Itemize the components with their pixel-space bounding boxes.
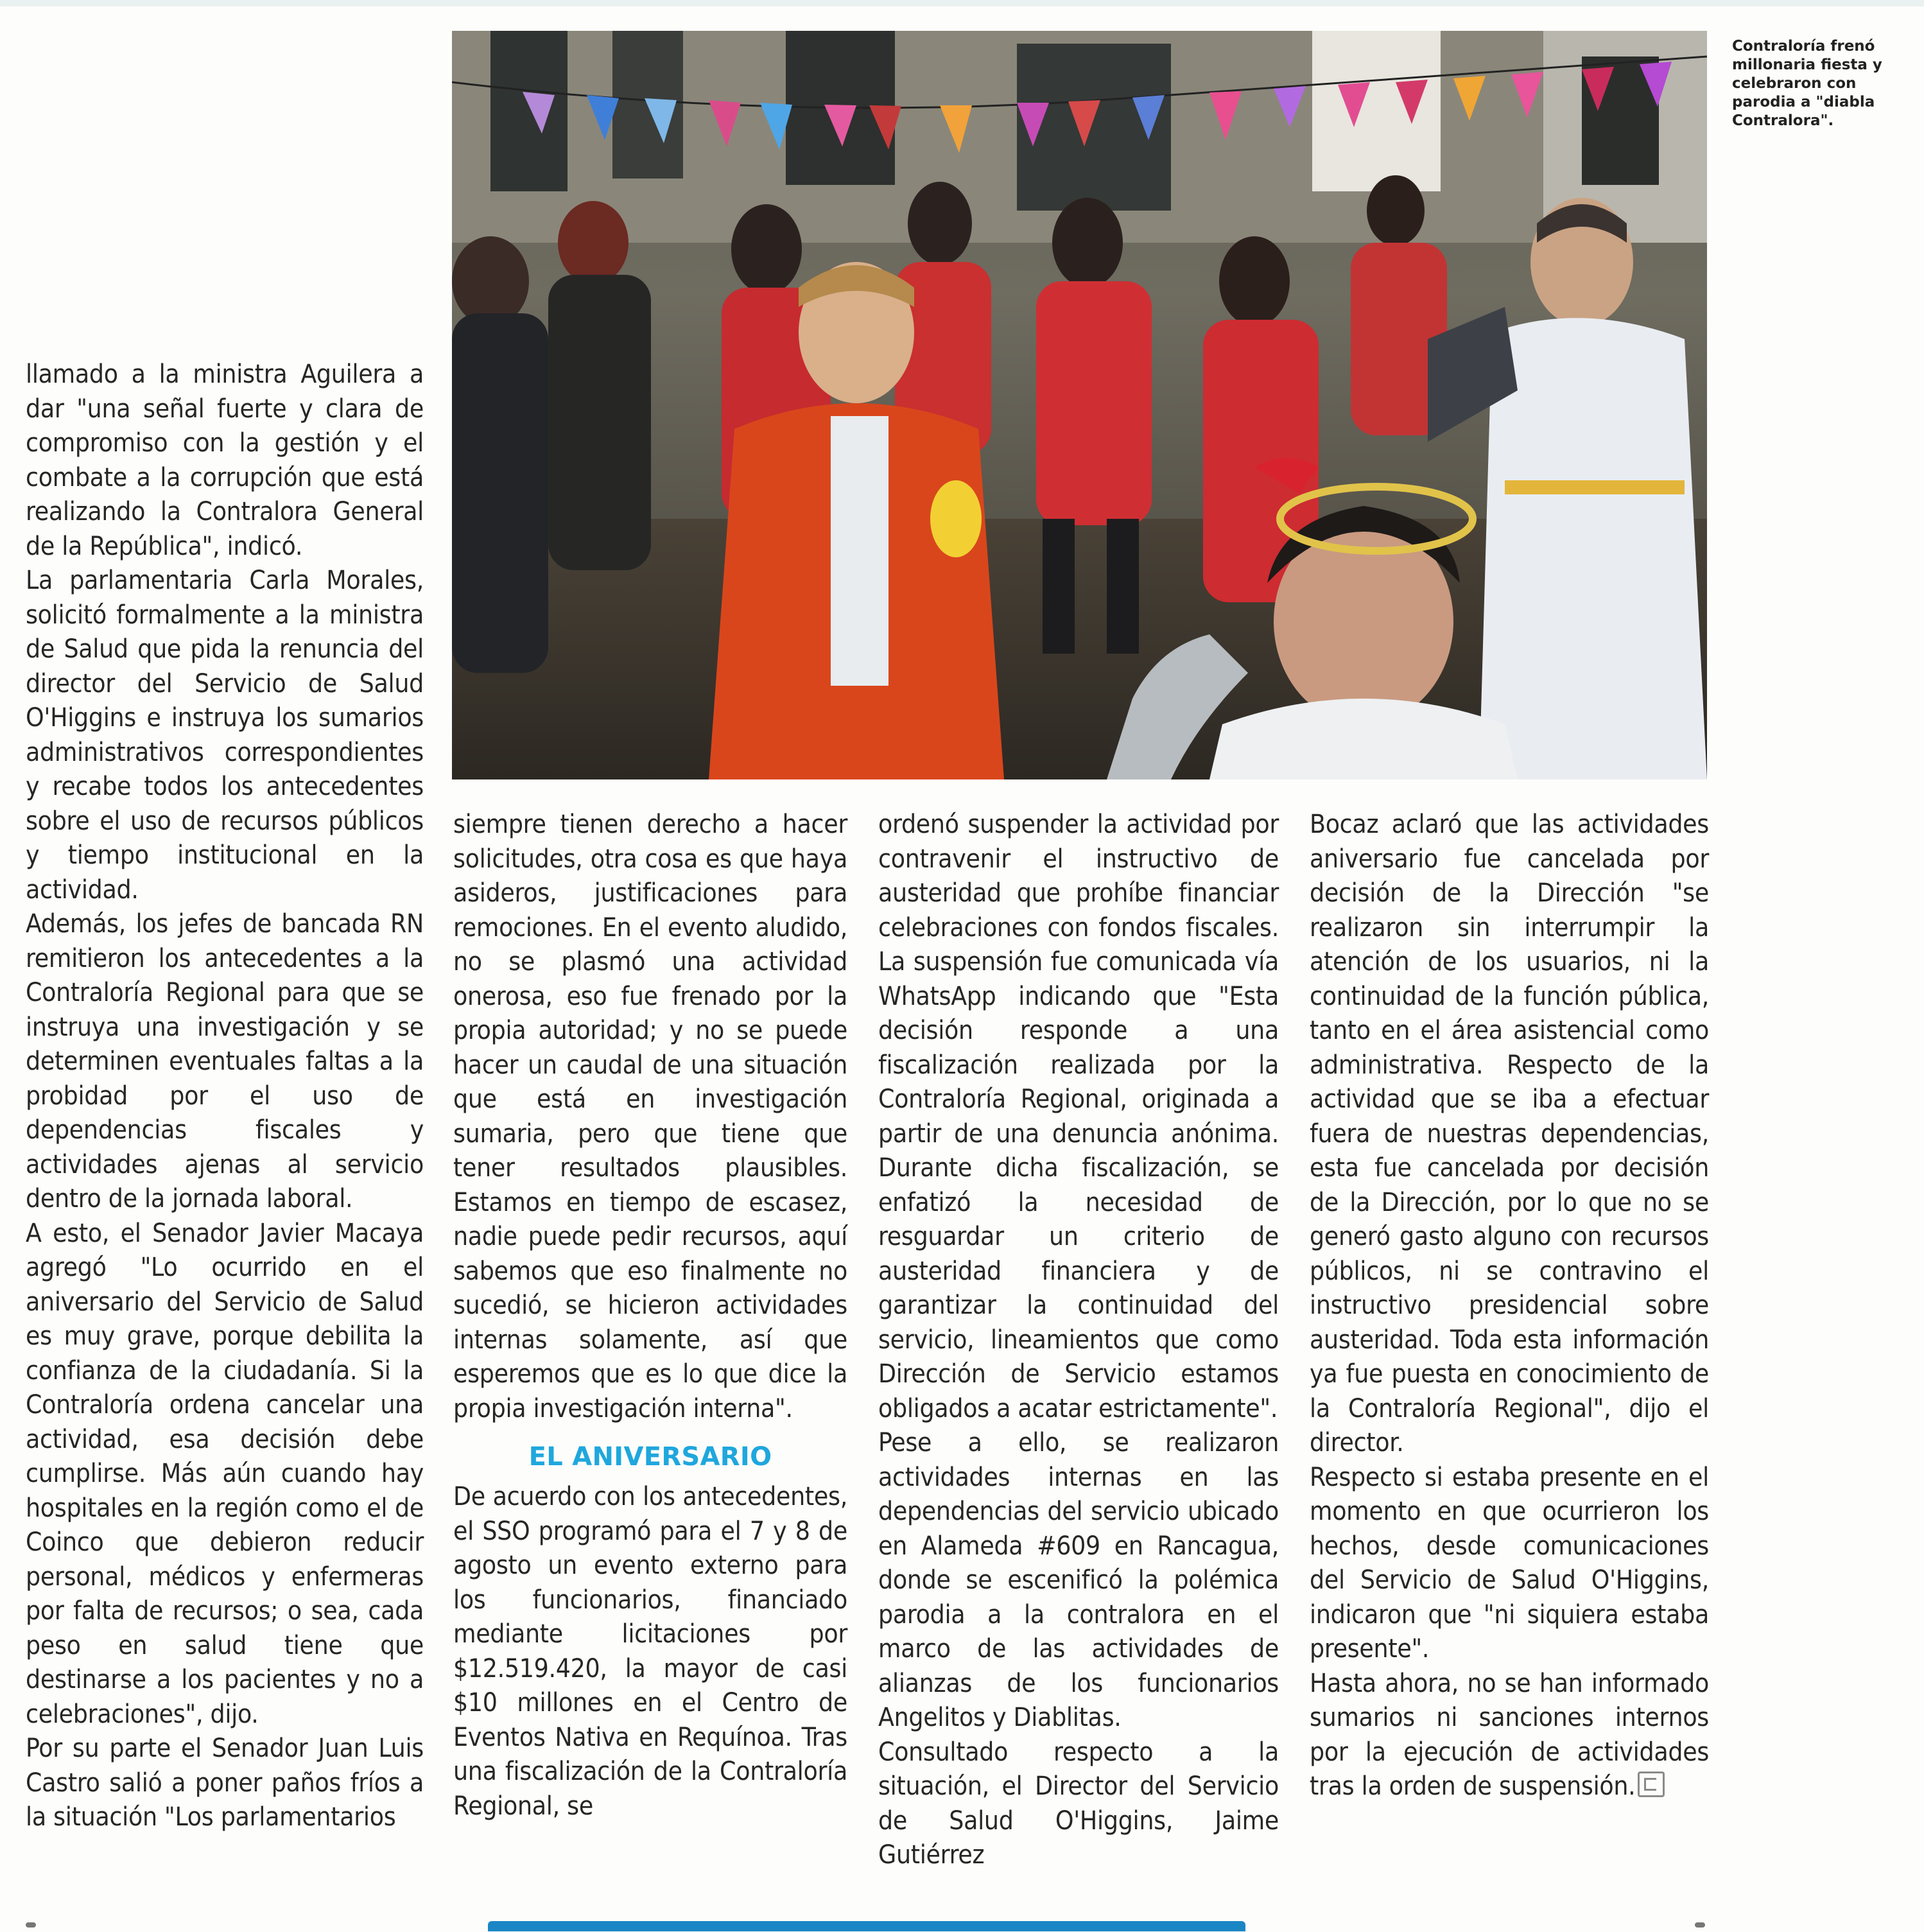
paragraph: La parlamentaria Carla Morales, solicitó formalmente a la ministra de Salud que pida la renuncia del director del Servicio de Salud O'Higgins e instruya los sumarios administrativos correspondientes y recabe todos los antecedentes sobre el uso de recursos públicos y tiempo institucional en la actividad.: [26, 564, 424, 905]
next-article-headline-cropped: [488, 1921, 1245, 1931]
section-subhead: EL ANIVERSARIO: [528, 1442, 772, 1472]
photo-caption: Contraloría frenó millonaria fiesta y celebraron con parodia a "diabla Contralora".: [1732, 38, 1882, 129]
bullet-icon: [1695, 1922, 1705, 1928]
bullet-icon: [26, 1922, 36, 1928]
paragraph: Consultado respecto a la situación, el Director del Servicio de Salud O'Higgins, Jaime Gutiérrez: [878, 1736, 1279, 1870]
text-column-3: [878, 807, 1279, 1872]
text-column-1: [26, 357, 424, 1834]
text-column-4: [1310, 807, 1709, 1804]
paragraph: De acuerdo con los antecedentes, el SSO programó para el 7 y 8 de agosto un evento externo para los funcionarios, financiado mediante licitaciones por $12.519.420, la mayor de casi $10 millones en el Centro de Eventos Nativa en Requínoa. Tras una fiscalización de la Contraloría Regional, se: [453, 1481, 847, 1821]
paragraph: Pese a ello, se realizaron actividades internas en las dependencias del servicio ubicado en Alameda #609 en Rancagua, donde se escenificó la polémica parodia a la contralora en el marco de las actividades de alianzas de los funcionarios Angelitos y Diablitas.: [878, 1427, 1279, 1732]
paragraph: Además, los jefes de bancada RN remitieron los antecedentes a la Contraloría Regional para que se instruya una investigación y se determinen eventuales faltas a la probidad por el uso de dependencias fiscales y actividades ajenas al servicio dentro de la jornada laboral.: [26, 908, 424, 1214]
paragraph: ordenó suspender la actividad por contravenir el instructivo de austeridad que prohíbe financiar celebraciones con fondos fiscales. La suspensión fue comunicada vía WhatsApp indicando que "Esta decisión responde a una fiscalización realizada por la Contraloría Regional, originada a partir de una denuncia anónima. Durante dicha fiscalización, se enfatizó la necesidad de resguardar un criterio de austeridad financiera y de garantizar la continuidad del servicio, lineamientos que como Dirección de Servicio estamos obligados a acatar estrictamente".: [878, 808, 1279, 1423]
paragraph: Por su parte el Senador Juan Luis Castro salió a poner paños fríos a la situación "Los parlamentarios: [26, 1732, 424, 1832]
paragraph-final: [1310, 1666, 1709, 1804]
paragraph: llamado a la ministra Aguilera a dar "una señal fuerte y clara de compromiso con la gestión y el combate a la corrupción que está realizando la Contralora General de la República", indicó.: [26, 358, 424, 561]
paragraph: Respecto si estaba presente en el momento en que ocurrieron los hechos, desde comunicaciones del Servicio de Salud O'Higgins, indicaron que "ni siquiera estaba presente".: [1310, 1461, 1709, 1664]
event-photo: [452, 31, 1707, 779]
paragraph: A esto, el Senador Javier Macaya agregó "Lo ocurrido en el aniversario del Servicio de Salud es muy grave, porque debilita la confianza de la ciudadanía. Si la Contraloría ordena cancelar una actividad, esa decisión debe cumplirse. Más aún cuando hay hospitales en la región como el de Coinco que debieron reducir personal, médicos y enfermeras por falta de recursos; o sea, cada peso en salud tiene que destinarse a los pacientes y no a celebraciones", dijo.: [26, 1217, 424, 1729]
text-column-2: [453, 807, 847, 1823]
paragraph-final-text: Hasta ahora, no se han informado sumarios ni sanciones internos por la ejecución de actividades tras la orden de suspensión.: [1310, 1667, 1709, 1801]
top-rule: [0, 0, 1924, 6]
paragraph: Bocaz aclaró que las actividades aniversario fue cancelada por decisión de la Dirección "se realizaron sin interrumpir la atención de los usuarios, ni la continuidad de la función pública, tanto en el área asistencial como administrativa. Respecto de la actividad que se iba a efectuar fuera de nuestras dependencias, esta fue cancelada por decisión de la Dirección, por lo que no se generó gasto alguno con recursos públicos, ni se contravino el instructivo presidencial sobre austeridad. Toda esta información ya fue puesta en conocimiento de la Contraloría Regional", dijo el director.: [1310, 808, 1709, 1458]
paragraph: siempre tienen derecho a hacer solicitudes, otra cosa es que haya asideros, justificaciones para remociones. En el evento aludido, no se plasmó una actividad onerosa, eso fue frenado por la propia autoridad; y no se puede hacer un caudal de una situación que está en investigación sumaria, pero que tiene que tener resultados plausibles. Estamos en tiempo de escasez, nadie puede pedir recursos, aquí sabemos que eso finalmente no sucedió, se hicieron actividades internas solamente, así que esperemos que es lo que dice la propia investigación interna".: [453, 808, 847, 1423]
end-of-article-icon: [1638, 1771, 1665, 1797]
